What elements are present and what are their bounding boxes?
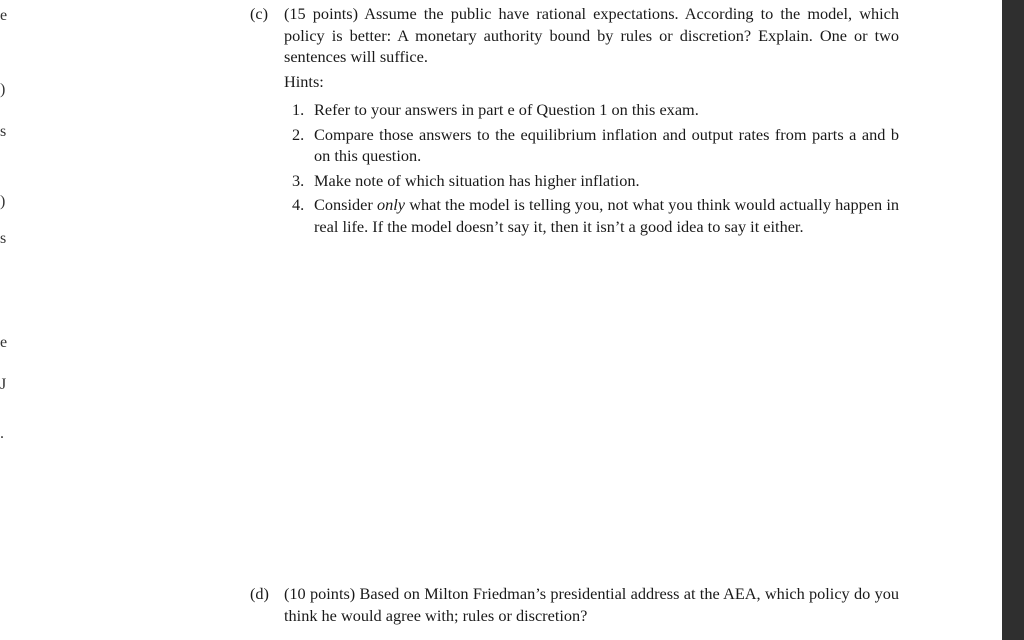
margin-fragment: . (0, 425, 4, 442)
question-d-text: (10 points) Based on Milton Friedman’s presidential address at the AEA, which policy do you think he would agree with; rules or discretion? (284, 584, 899, 625)
question-c-text: (15 points) Assume the public have rational expectations. According to the model, which policy is better: A monetary authority bound by rules or discretion? Explain. One or two sentences will suffice. (284, 4, 899, 66)
hint-number: 4. (292, 195, 305, 214)
margin-fragment: ) (0, 193, 6, 210)
margin-fragment: ) (0, 81, 6, 98)
margin-fragment: J (0, 376, 7, 393)
hint-number: 2. (292, 124, 305, 144)
hint-item-4 (284, 194, 899, 237)
hint-text-pre: Consider (314, 195, 377, 214)
hint-number: 3. (292, 170, 305, 190)
question-d-label: (d) (250, 584, 269, 603)
hint-item-2 (284, 124, 899, 167)
margin-fragment: s (0, 123, 7, 140)
hint-item-3 (284, 170, 899, 192)
margin-fragment: e (0, 7, 8, 24)
hint-text: Refer to your answers in part e of Question 1 on this exam. (314, 100, 699, 119)
margin-fragment: e (0, 334, 8, 351)
hint-text: Compare those answers to the equilibrium inflation and output rates from parts a and b on this question. (314, 124, 899, 165)
hints-list (284, 99, 899, 240)
dark-side-panel (1002, 0, 1024, 640)
hint-text-post: what the model is telling you, not what you think would actually happen in real life. If the model doesn’t say it, then it isn’t a good idea to say it either. (314, 195, 900, 236)
hint-text: Make note of which situation has higher inflation. (314, 170, 640, 190)
question-c-label: (c) (250, 4, 269, 23)
hints-title: Hints: (284, 72, 324, 91)
hint-number: 1. (292, 100, 305, 119)
hint-emphasis: only (376, 195, 406, 214)
hint-item-1 (284, 99, 899, 121)
margin-fragment: s (0, 230, 7, 247)
